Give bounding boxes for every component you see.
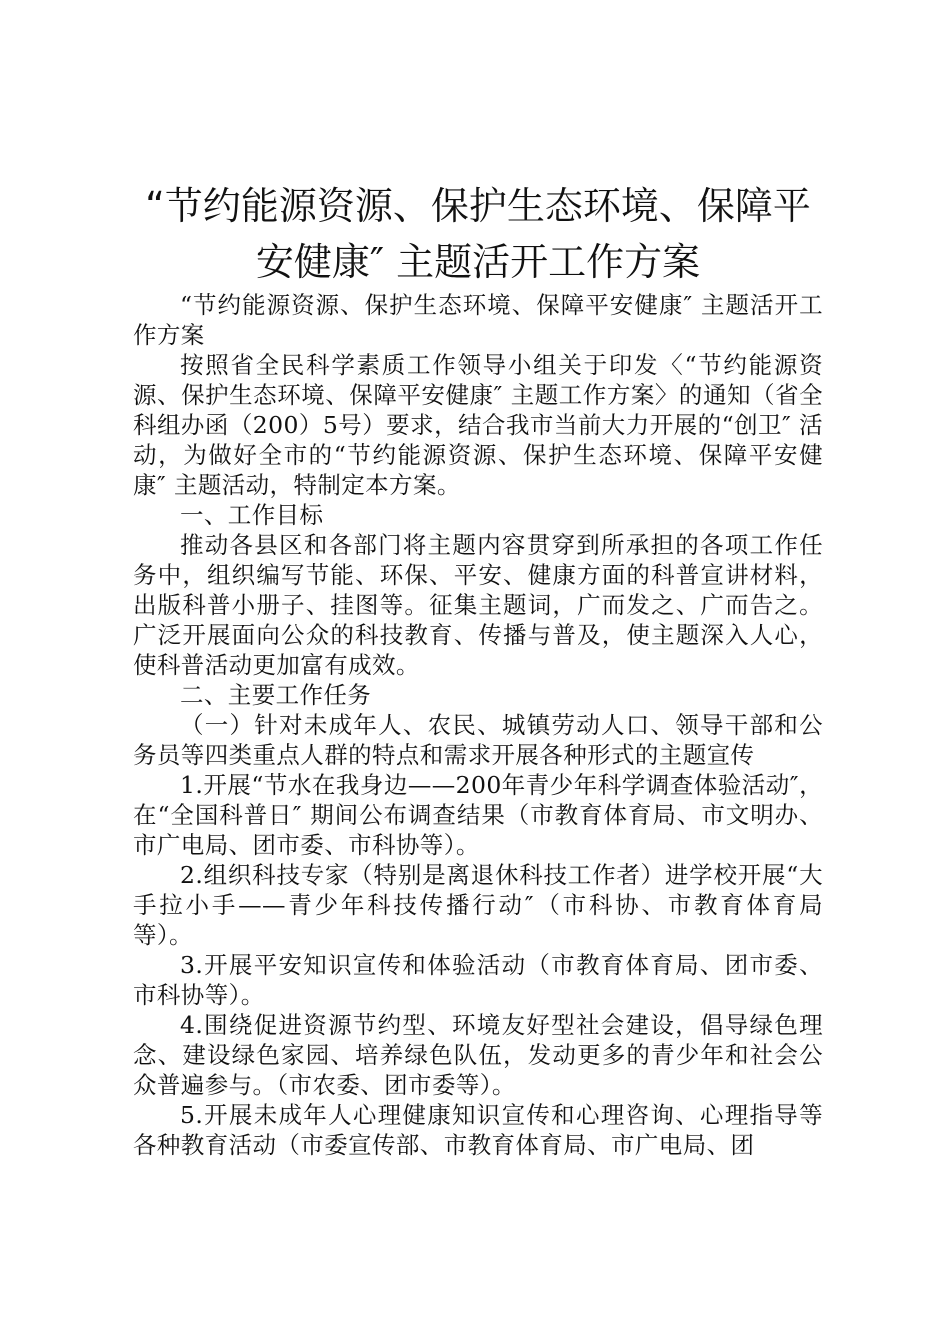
list-item-5: 5.开展未成年人心理健康知识宣传和心理咨询、心理指导等各种教育活动（市委宣传部、市教育体育局、市广电局、团 (133, 1101, 823, 1159)
section-heading-goals: 一、工作目标 (180, 501, 324, 529)
paragraph-subtitle: “节约能源资源、保护生态环境、保障平安健康″ 主题活开工作方案 (133, 291, 823, 349)
document-page (133, 178, 823, 1160)
list-item-4: 4.围绕促进资源节约型、环境友好型社会建设，倡导绿色理念、建设绿色家园、培养绿色队伍，发动更多的青少年和社会公众普遍参与。（市农委、团市委等）。 (133, 1011, 823, 1099)
document-title: “节约能源资源、保护生态环境、保障平安健康″ 主题活开工作方案 (145, 184, 811, 284)
paragraph-goals: 推动各县区和各部门将主题内容贯穿到所承担的各项工作任务中，组织编写节能、环保、平安、健康方面的科普宣讲材料，出版科普小册子、挂图等。征集主题词，广而发之、广而告之。广泛开展面向公众的科技教育、传播与普及，使主题深入人心，使科普活动更加富有成效。 (133, 531, 823, 679)
document-body (133, 290, 823, 1160)
paragraph-intro: 按照省全民科学素质工作领导小组关于印发〈“节约能源资源、保护生态环境、保障平安健康″ 主题工作方案〉的通知（省全科组办函（200）5号）要求，结合我市当前大力开展的“创卫″ 活动，为做好全市的“节约能源资源、保护生态环境、保障平安健康″ 主题活动，特制定本方案。 (133, 351, 823, 499)
list-item-2: 2.组织科技专家（特别是离退休科技工作者）进学校开展“大手拉小手——青少年科技传播行动″（市科协、市教育体育局等）。 (133, 861, 823, 949)
list-item-1: 1.开展“节水在我身边——200年青少年科学调查体验活动″，在“全国科普日″ 期间公布调查结果（市教育体育局、市文明办、市广电局、团市委、市科协等）。 (133, 771, 823, 859)
paragraph-subsection-1: （一）针对未成年人、农民、城镇劳动人口、领导干部和公务员等四类重点人群的特点和需求开展各种形式的主题宣传 (133, 711, 823, 769)
list-item-3: 3.开展平安知识宣传和体验活动（市教育体育局、团市委、市科协等）。 (133, 951, 823, 1009)
section-heading-tasks: 二、主要工作任务 (180, 681, 372, 709)
